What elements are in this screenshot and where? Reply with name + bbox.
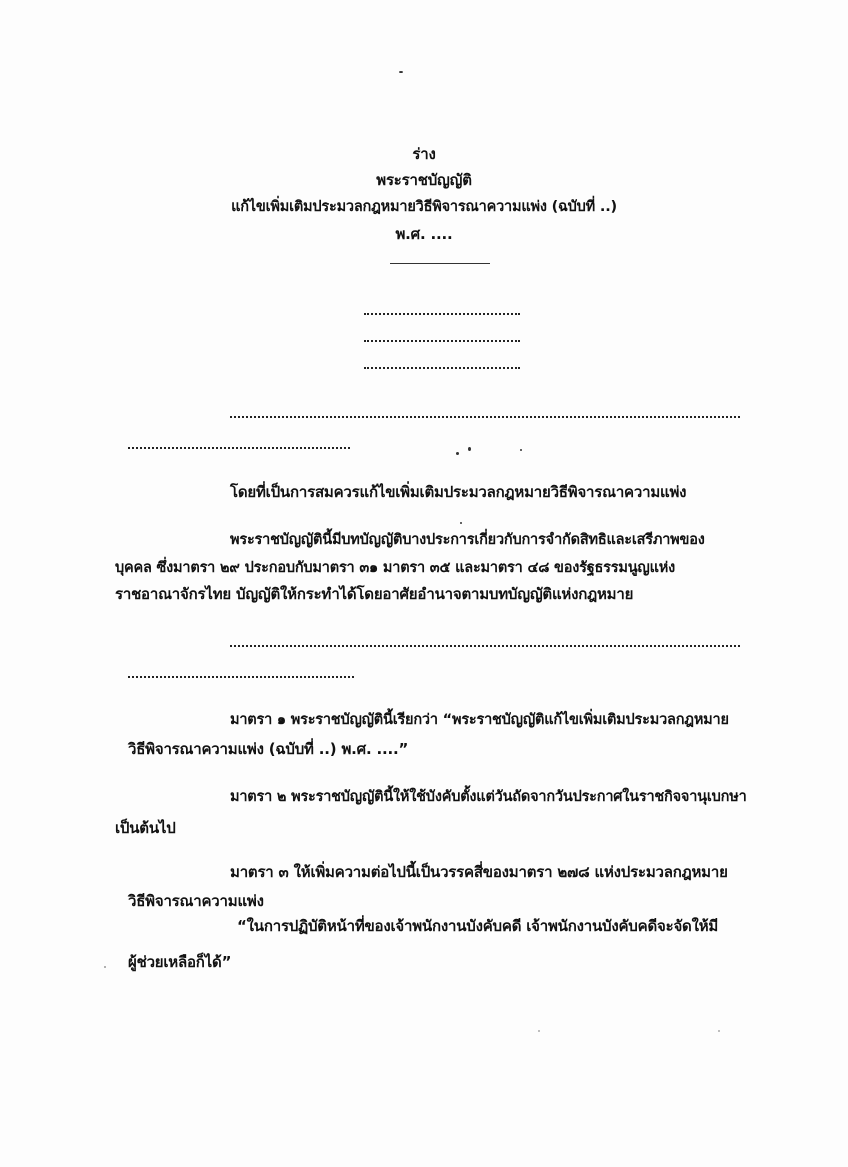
preamble-rights-line1: พระราชบัญญัตินี้มีบทบัญญัติบางประการเกี่ยวกับการจำกัดสิทธิและเสรีภาพของ (230, 532, 705, 548)
section-3-quote-line2: ผู้ช่วยเหลือก็ได้” (128, 953, 232, 971)
scan-speck (718, 1030, 720, 1032)
blank-line-2 (364, 340, 520, 342)
scan-speck (104, 966, 106, 968)
scan-speck (399, 71, 403, 73)
blank-line-4 (230, 416, 740, 418)
blank-line-3 (364, 367, 520, 369)
act-title: แก้ไขเพิ่มเติมประมวลกฎหมายวิธีพิจารณาความแพ่ง (ฉบับที่ ..) (231, 199, 617, 215)
blank-line-5 (128, 447, 350, 449)
section-3-quote-line1: “ในการปฏิบัติหน้าที่ของเจ้าพนักงานบังคับคดี เจ้าพนักงานบังคับคดีจะจัดให้มี (237, 917, 719, 935)
draft-label: ร่าง (412, 145, 436, 163)
scan-speck (538, 1030, 540, 1032)
act-year: พ.ศ. .... (395, 225, 453, 243)
scan-speck (460, 522, 462, 524)
header-divider (390, 263, 490, 264)
scan-speck (520, 449, 522, 451)
section-1-line2: วิธีพิจารณาความแพ่ง (ฉบับที่ ..) พ.ศ. ....” (128, 740, 409, 758)
section-3-line1: มาตรา ๓ ให้เพิ่มความต่อไปนี้เป็นวรรคสี่ของมาตรา ๒๗๘ แห่งประมวลกฎหมาย (230, 863, 728, 881)
blank-line-7 (128, 676, 354, 678)
section-2-line2: เป็นต้นไป (115, 819, 176, 837)
section-3-line2: วิธีพิจารณาความแพ่ง (128, 892, 264, 910)
preamble-reason: โดยที่เป็นการสมควรแก้ไขเพิ่มเติมประมวลกฎหมายวิธีพิจารณาความแพ่ง (230, 483, 687, 501)
scan-speck (456, 452, 459, 455)
section-1-line1: มาตรา ๑ พระราชบัญญัตินี้เรียกว่า “พระราชบัญญัติแก้ไขเพิ่มเติมประมวลกฎหมาย (230, 712, 729, 728)
preamble-rights-line3: ราชอาณาจักรไทย บัญญัติให้กระทำได้โดยอาศัยอำนาจตามบทบัญญัติแห่งกฎหมาย (115, 585, 634, 603)
preamble-rights-line2: บุคคล ซึ่งมาตรา ๒๙ ประกอบกับมาตรา ๓๑ มาตรา ๓๕ และมาตรา ๔๘ ของรัฐธรรมนูญแห่ง (115, 560, 675, 576)
blank-line-1 (364, 313, 520, 315)
scan-speck (468, 447, 471, 451)
blank-line-6 (230, 645, 740, 647)
section-2-line1: มาตรา ๒ พระราชบัญญัตินี้ให้ใช้บังคับตั้งแต่วันถัดจากวันประกาศในราชกิจจานุเบกษา (230, 789, 747, 805)
act-label: พระราชบัญญัติ (376, 171, 472, 189)
